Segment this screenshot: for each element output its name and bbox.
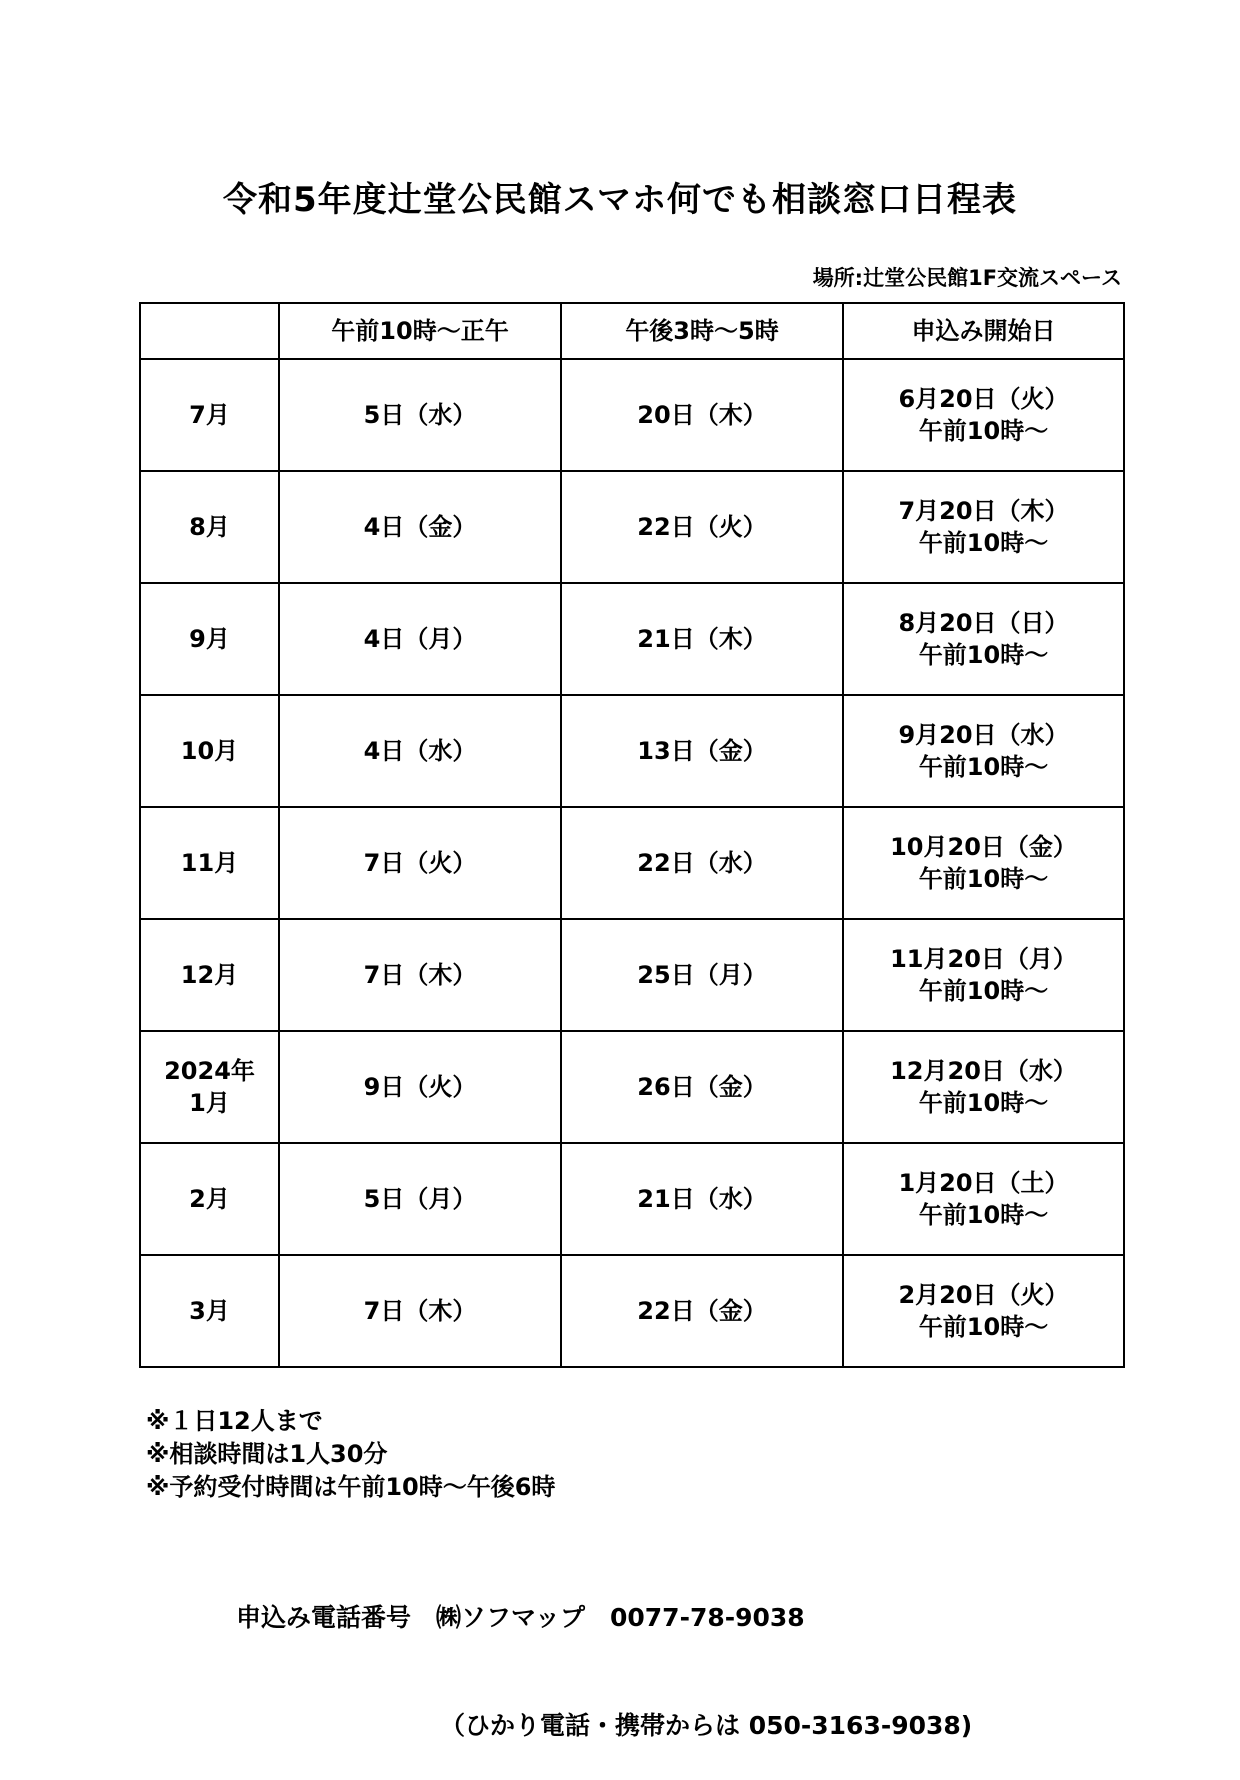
morning-date-cell: 4日（水）: [279, 695, 561, 807]
afternoon-date-cell: 13日（金）: [561, 695, 843, 807]
morning-date-cell: 9日（火）: [279, 1031, 561, 1143]
page-title: 令和5年度辻堂公民館スマホ何でも相談窓口日程表: [223, 180, 1017, 220]
morning-date-cell: 5日（月）: [279, 1143, 561, 1255]
table-row: [140, 359, 1124, 471]
application-text: 午前10時～: [918, 417, 1049, 445]
month-text: 3月: [189, 1297, 230, 1325]
month-cell: [140, 807, 279, 919]
morning-date-cell: 7日（木）: [279, 919, 561, 1031]
month-text: 1月: [189, 1089, 230, 1117]
application-text: 10月20日（金）: [890, 833, 1077, 861]
application-text: 午前10時～: [918, 977, 1049, 1005]
afternoon-date-cell: 21日（水）: [561, 1143, 843, 1255]
header-afternoon: 午後3時～5時: [561, 303, 843, 359]
month-text: 12月: [180, 961, 239, 989]
table-row: [140, 1031, 1124, 1143]
morning-date-cell: 7日（火）: [279, 807, 561, 919]
application-text: 午前10時～: [918, 641, 1049, 669]
application-text: 8月20日（日）: [898, 609, 1069, 637]
month-cell: [140, 695, 279, 807]
application-start-cell: [843, 471, 1124, 583]
application-text: 11月20日（月）: [890, 945, 1077, 973]
month-cell: [140, 1031, 279, 1143]
table-row: [140, 1143, 1124, 1255]
month-cell: [140, 1143, 279, 1255]
month-text: 2024年: [164, 1057, 255, 1085]
application-text: 12月20日（水）: [890, 1057, 1077, 1085]
month-cell: [140, 919, 279, 1031]
application-text: 1月20日（土）: [898, 1169, 1069, 1197]
month-text: 9月: [189, 625, 230, 653]
month-text: 7月: [189, 401, 230, 429]
application-text: 午前10時～: [918, 1201, 1049, 1229]
schedule-body: [140, 359, 1124, 1367]
table-row: [140, 807, 1124, 919]
notes: [146, 1405, 555, 1504]
afternoon-date-cell: 22日（火）: [561, 471, 843, 583]
table-row: [140, 695, 1124, 807]
afternoon-date-cell: 25日（月）: [561, 919, 843, 1031]
afternoon-date-cell: 21日（木）: [561, 583, 843, 695]
note-duration: ※相談時間は1人30分: [146, 1440, 388, 1468]
application-text: 午前10時～: [918, 529, 1049, 557]
application-start-cell: [843, 695, 1124, 807]
application-text: 午前10時～: [918, 1089, 1049, 1117]
table-header-row: [140, 303, 1124, 359]
table-row: [140, 1255, 1124, 1367]
month-cell: [140, 471, 279, 583]
venue-label: 場所:辻堂公民館1F交流スペース: [812, 266, 1122, 290]
month-text: 8月: [189, 513, 230, 541]
application-start-cell: [843, 1031, 1124, 1143]
note-reservation-hours: ※予約受付時間は午前10時～午後6時: [146, 1473, 556, 1501]
phone-info: [236, 1528, 972, 1780]
application-text: 9月20日（水）: [898, 721, 1069, 749]
application-text: 午前10時～: [918, 865, 1049, 893]
application-text: 7月20日（木）: [898, 497, 1069, 525]
application-start-cell: [843, 583, 1124, 695]
table-row: [140, 471, 1124, 583]
application-text: 午前10時～: [918, 1313, 1049, 1341]
application-start-cell: [843, 1143, 1124, 1255]
phone-line-main: 申込み電話番号 ㈱ソフマップ 0077-78-9038: [236, 1603, 805, 1632]
month-cell: [140, 583, 279, 695]
month-cell: [140, 359, 279, 471]
header-morning: 午前10時～正午: [279, 303, 561, 359]
month-text: 10月: [180, 737, 239, 765]
table-row: [140, 919, 1124, 1031]
application-start-cell: [843, 1255, 1124, 1367]
morning-date-cell: 4日（金）: [279, 471, 561, 583]
month-text: 2月: [189, 1185, 230, 1213]
month-text: 11月: [180, 849, 239, 877]
afternoon-date-cell: 20日（木）: [561, 359, 843, 471]
month-cell: [140, 1255, 279, 1367]
application-text: 6月20日（火）: [898, 385, 1069, 413]
afternoon-date-cell: 26日（金）: [561, 1031, 843, 1143]
application-text: 2月20日（火）: [898, 1281, 1069, 1309]
schedule-table: [139, 302, 1125, 1368]
application-start-cell: [843, 359, 1124, 471]
application-text: 午前10時～: [918, 753, 1049, 781]
afternoon-date-cell: 22日（水）: [561, 807, 843, 919]
morning-date-cell: 5日（水）: [279, 359, 561, 471]
application-start-cell: [843, 807, 1124, 919]
morning-date-cell: 4日（月）: [279, 583, 561, 695]
header-month: [140, 303, 279, 359]
afternoon-date-cell: 22日（金）: [561, 1255, 843, 1367]
note-capacity: ※１日12人まで: [146, 1407, 323, 1435]
phone-line-alt: （ひかり電話・携帯からは 050-3163-9038): [440, 1711, 973, 1740]
morning-date-cell: 7日（木）: [279, 1255, 561, 1367]
table-row: [140, 583, 1124, 695]
application-start-cell: [843, 919, 1124, 1031]
header-application-start: 申込み開始日: [843, 303, 1124, 359]
